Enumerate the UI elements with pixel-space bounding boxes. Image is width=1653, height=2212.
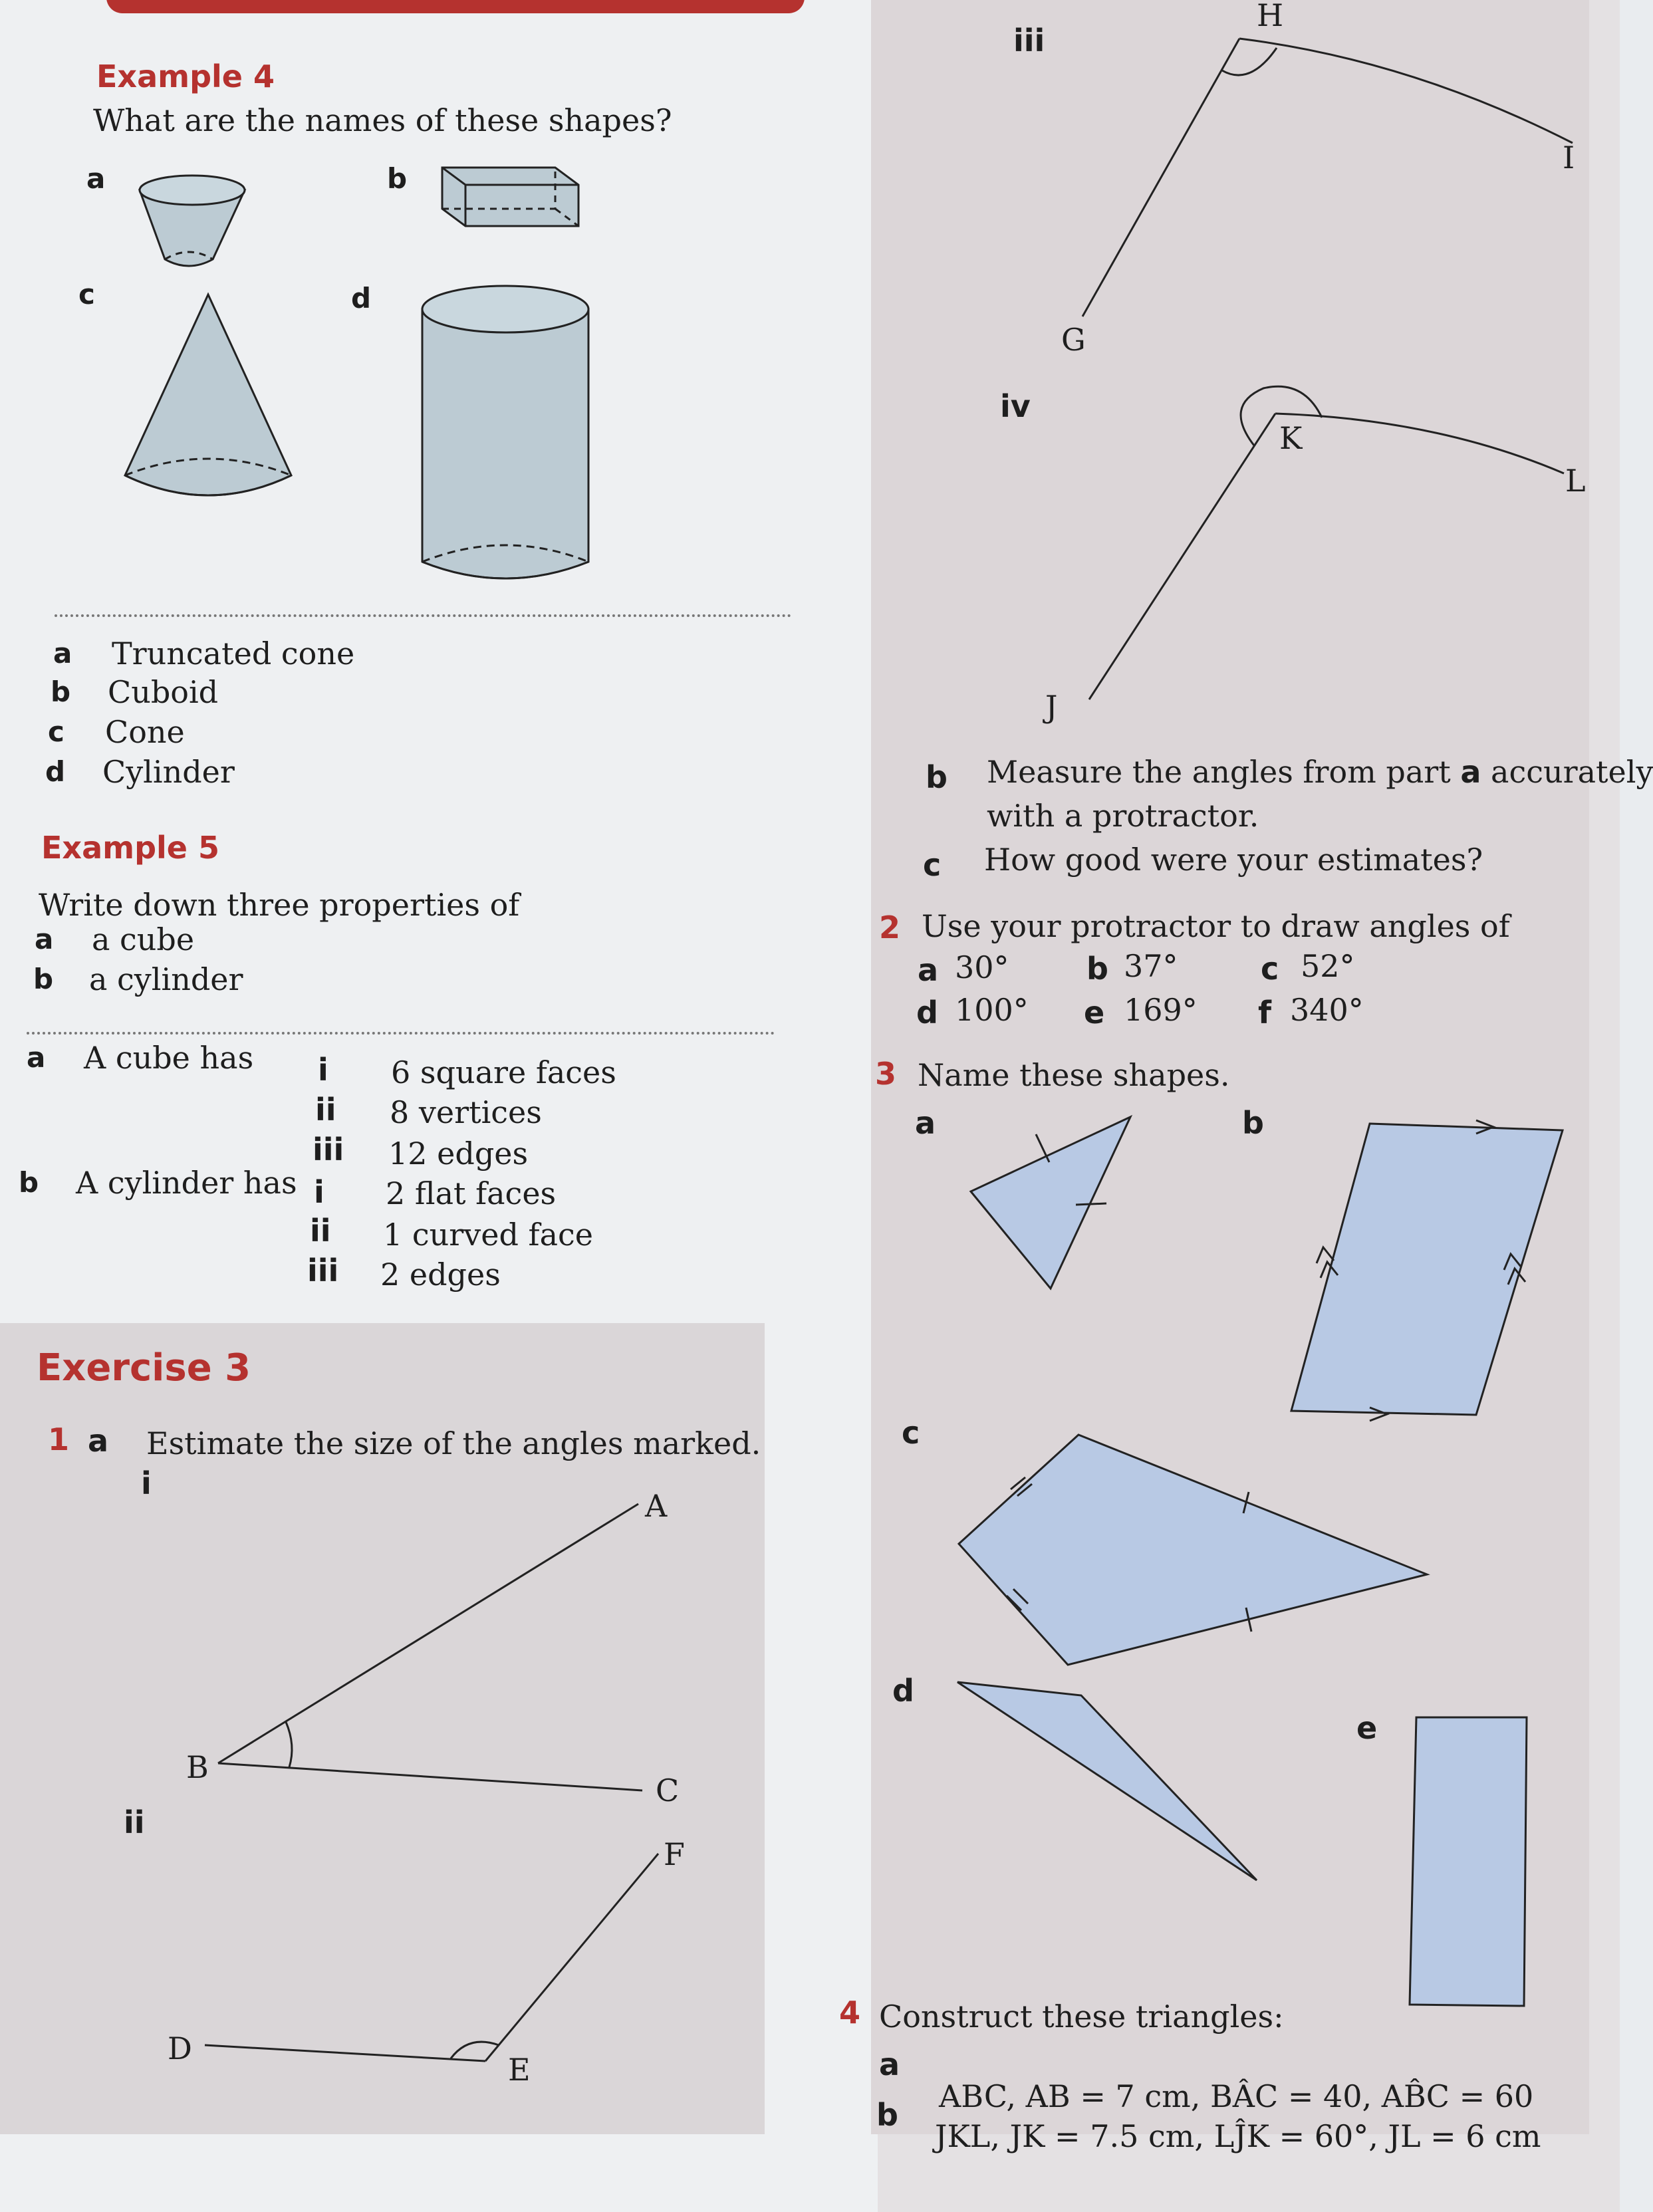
cylinder-item-i-num: i [314, 1174, 324, 1210]
example-5-part-a: a cube [92, 922, 195, 957]
angle-jkl-figure [1064, 372, 1583, 718]
shape-a-triangle [964, 1110, 1150, 1296]
answer-letter-c: c [48, 715, 64, 748]
answer-truncated-cone: Truncated cone [112, 636, 355, 672]
q2-d-letter: d [916, 995, 938, 1031]
angle-def-figure [199, 1848, 678, 2074]
q2-c-value: 52° [1301, 948, 1355, 984]
cube-item-vertices: 8 vertices [390, 1094, 542, 1130]
question-1-number: 1 [48, 1421, 70, 1457]
question-1-part-b-line2: with a protractor. [987, 798, 1259, 834]
answer-cylinder: Cylinder [102, 754, 235, 790]
point-e-label: E [508, 2052, 531, 2088]
cone-figure [120, 289, 299, 502]
q2-e-letter: e [1084, 995, 1105, 1031]
shape-d-triangle [951, 1675, 1263, 1888]
cylinder-answer-lead: A cylinder has [76, 1165, 297, 1201]
q2-f-value: 340° [1290, 992, 1364, 1028]
part-b-text: Measure the angles from part [987, 754, 1451, 790]
question-3-text: Name these shapes. [918, 1057, 1230, 1093]
q2-a-value: 30° [955, 949, 1009, 985]
cube-item-edges: 12 edges [388, 1136, 529, 1171]
part-b-end: accurately [1491, 754, 1653, 790]
shape-b-parallelogram [1283, 1117, 1569, 1416]
angle-iii-label: iii [1013, 23, 1045, 59]
divider-example-5 [27, 1032, 775, 1035]
q2-a-letter: a [918, 952, 939, 988]
point-a-label: A [645, 1488, 668, 1524]
shape-label-d: d [351, 282, 372, 314]
q2-e-value: 169° [1124, 992, 1198, 1028]
point-i-label: I [1563, 140, 1575, 176]
question-1-part-c-letter: c [923, 847, 942, 883]
example-5-heading: Example 5 [41, 830, 219, 866]
q3-label-c: c [902, 1415, 920, 1451]
part-b-bold-a: a [1460, 754, 1481, 790]
shape-e-rectangle [1403, 1712, 1529, 2011]
example-4-question: What are the names of these shapes? [93, 102, 672, 138]
answer-cone: Cone [105, 714, 185, 750]
q2-f-letter: f [1258, 995, 1272, 1031]
angle-iv-label: iv [1000, 388, 1031, 424]
example-5-part-b: a cylinder [89, 961, 243, 997]
q4-b-letter: b [876, 2097, 898, 2133]
question-1-part-b-line1 [987, 754, 1653, 790]
point-l-label: L [1565, 463, 1586, 499]
question-1-part-a-letter: a [88, 1423, 109, 1459]
cube-item-i-num: i [318, 1052, 328, 1088]
chapter-banner [106, 0, 805, 13]
angle-abc-figure [173, 1489, 678, 1808]
angle-ii-label: ii [124, 1804, 145, 1840]
cube-answer-lead: A cube has [84, 1040, 254, 1076]
point-k-label: K [1279, 420, 1303, 456]
cylinder-item-flat-faces: 2 flat faces [386, 1175, 557, 1211]
exercise-3-heading: Exercise 3 [37, 1346, 251, 1390]
example-4-heading: Example 4 [96, 59, 275, 94]
question-2-number: 2 [879, 910, 901, 945]
q4-a-letter: a [879, 2046, 900, 2082]
cylinder-item-ii-num: ii [310, 1213, 331, 1249]
question-1-part-b-letter: b [926, 759, 948, 795]
truncated-cone-figure [133, 166, 266, 273]
answer-letter-b: b [51, 676, 71, 708]
question-1-part-c: How good were your estimates? [984, 842, 1483, 878]
cuboid-figure [436, 160, 588, 233]
shape-label-c: c [78, 278, 95, 310]
cylinder-item-iii-num: iii [307, 1253, 339, 1289]
divider-example-4 [55, 614, 791, 617]
cylinder-figure [416, 283, 602, 595]
question-1-text: Estimate the size of the angles marked. [146, 1425, 761, 1461]
point-c-label: C [656, 1773, 680, 1808]
cube-answer-letter: a [27, 1041, 46, 1074]
example-5-question: Write down three properties of [39, 887, 520, 923]
cube-item-faces: 6 square faces [391, 1054, 616, 1090]
answer-letter-d: d [45, 755, 66, 788]
shape-c-kite [951, 1429, 1430, 1675]
example-5-part-a-letter: a [35, 923, 54, 955]
point-d-label: D [168, 2030, 192, 2066]
cube-item-iii-num: iii [313, 1132, 344, 1167]
shape-label-b: b [387, 162, 408, 195]
q3-label-d: d [892, 1673, 914, 1709]
q2-c-letter: c [1261, 951, 1279, 987]
cylinder-answer-letter: b [19, 1166, 39, 1199]
angle-i-label: i [141, 1465, 152, 1501]
example-5-part-b-letter: b [33, 963, 54, 995]
point-f-label: F [664, 1836, 685, 1872]
answer-cuboid: Cuboid [108, 674, 219, 710]
cube-item-ii-num: ii [315, 1092, 336, 1128]
shape-label-a: a [86, 162, 106, 195]
q3-label-e: e [1356, 1710, 1378, 1746]
q2-b-letter: b [1086, 951, 1108, 987]
q4-a-text: ABC, AB = 7 cm, BÂC = 40, AB̂C = 60 [939, 2078, 1534, 2114]
q3-label-b: b [1242, 1105, 1264, 1141]
question-4-number: 4 [839, 1995, 861, 2030]
answer-letter-a: a [53, 637, 72, 670]
point-b-label: B [186, 1749, 209, 1785]
q3-label-a: a [915, 1105, 936, 1141]
cylinder-item-curved-face: 1 curved face [383, 1217, 593, 1253]
point-j-label: J [1045, 689, 1058, 725]
point-g-label: G [1061, 322, 1086, 358]
q4-b-text: JKL, JK = 7.5 cm, LĴK = 60°, JL = 6 cm [935, 2118, 1541, 2154]
question-4-text: Construct these triangles: [879, 1999, 1284, 2034]
angle-ghi-figure [1064, 27, 1583, 332]
q2-b-value: 37° [1124, 948, 1178, 984]
point-h-label: H [1257, 0, 1284, 33]
question-3-number: 3 [875, 1056, 897, 1092]
question-2-text: Use your protractor to draw angles of [922, 908, 1510, 944]
q2-d-value: 100° [955, 992, 1029, 1028]
cylinder-item-edges: 2 edges [380, 1257, 501, 1292]
